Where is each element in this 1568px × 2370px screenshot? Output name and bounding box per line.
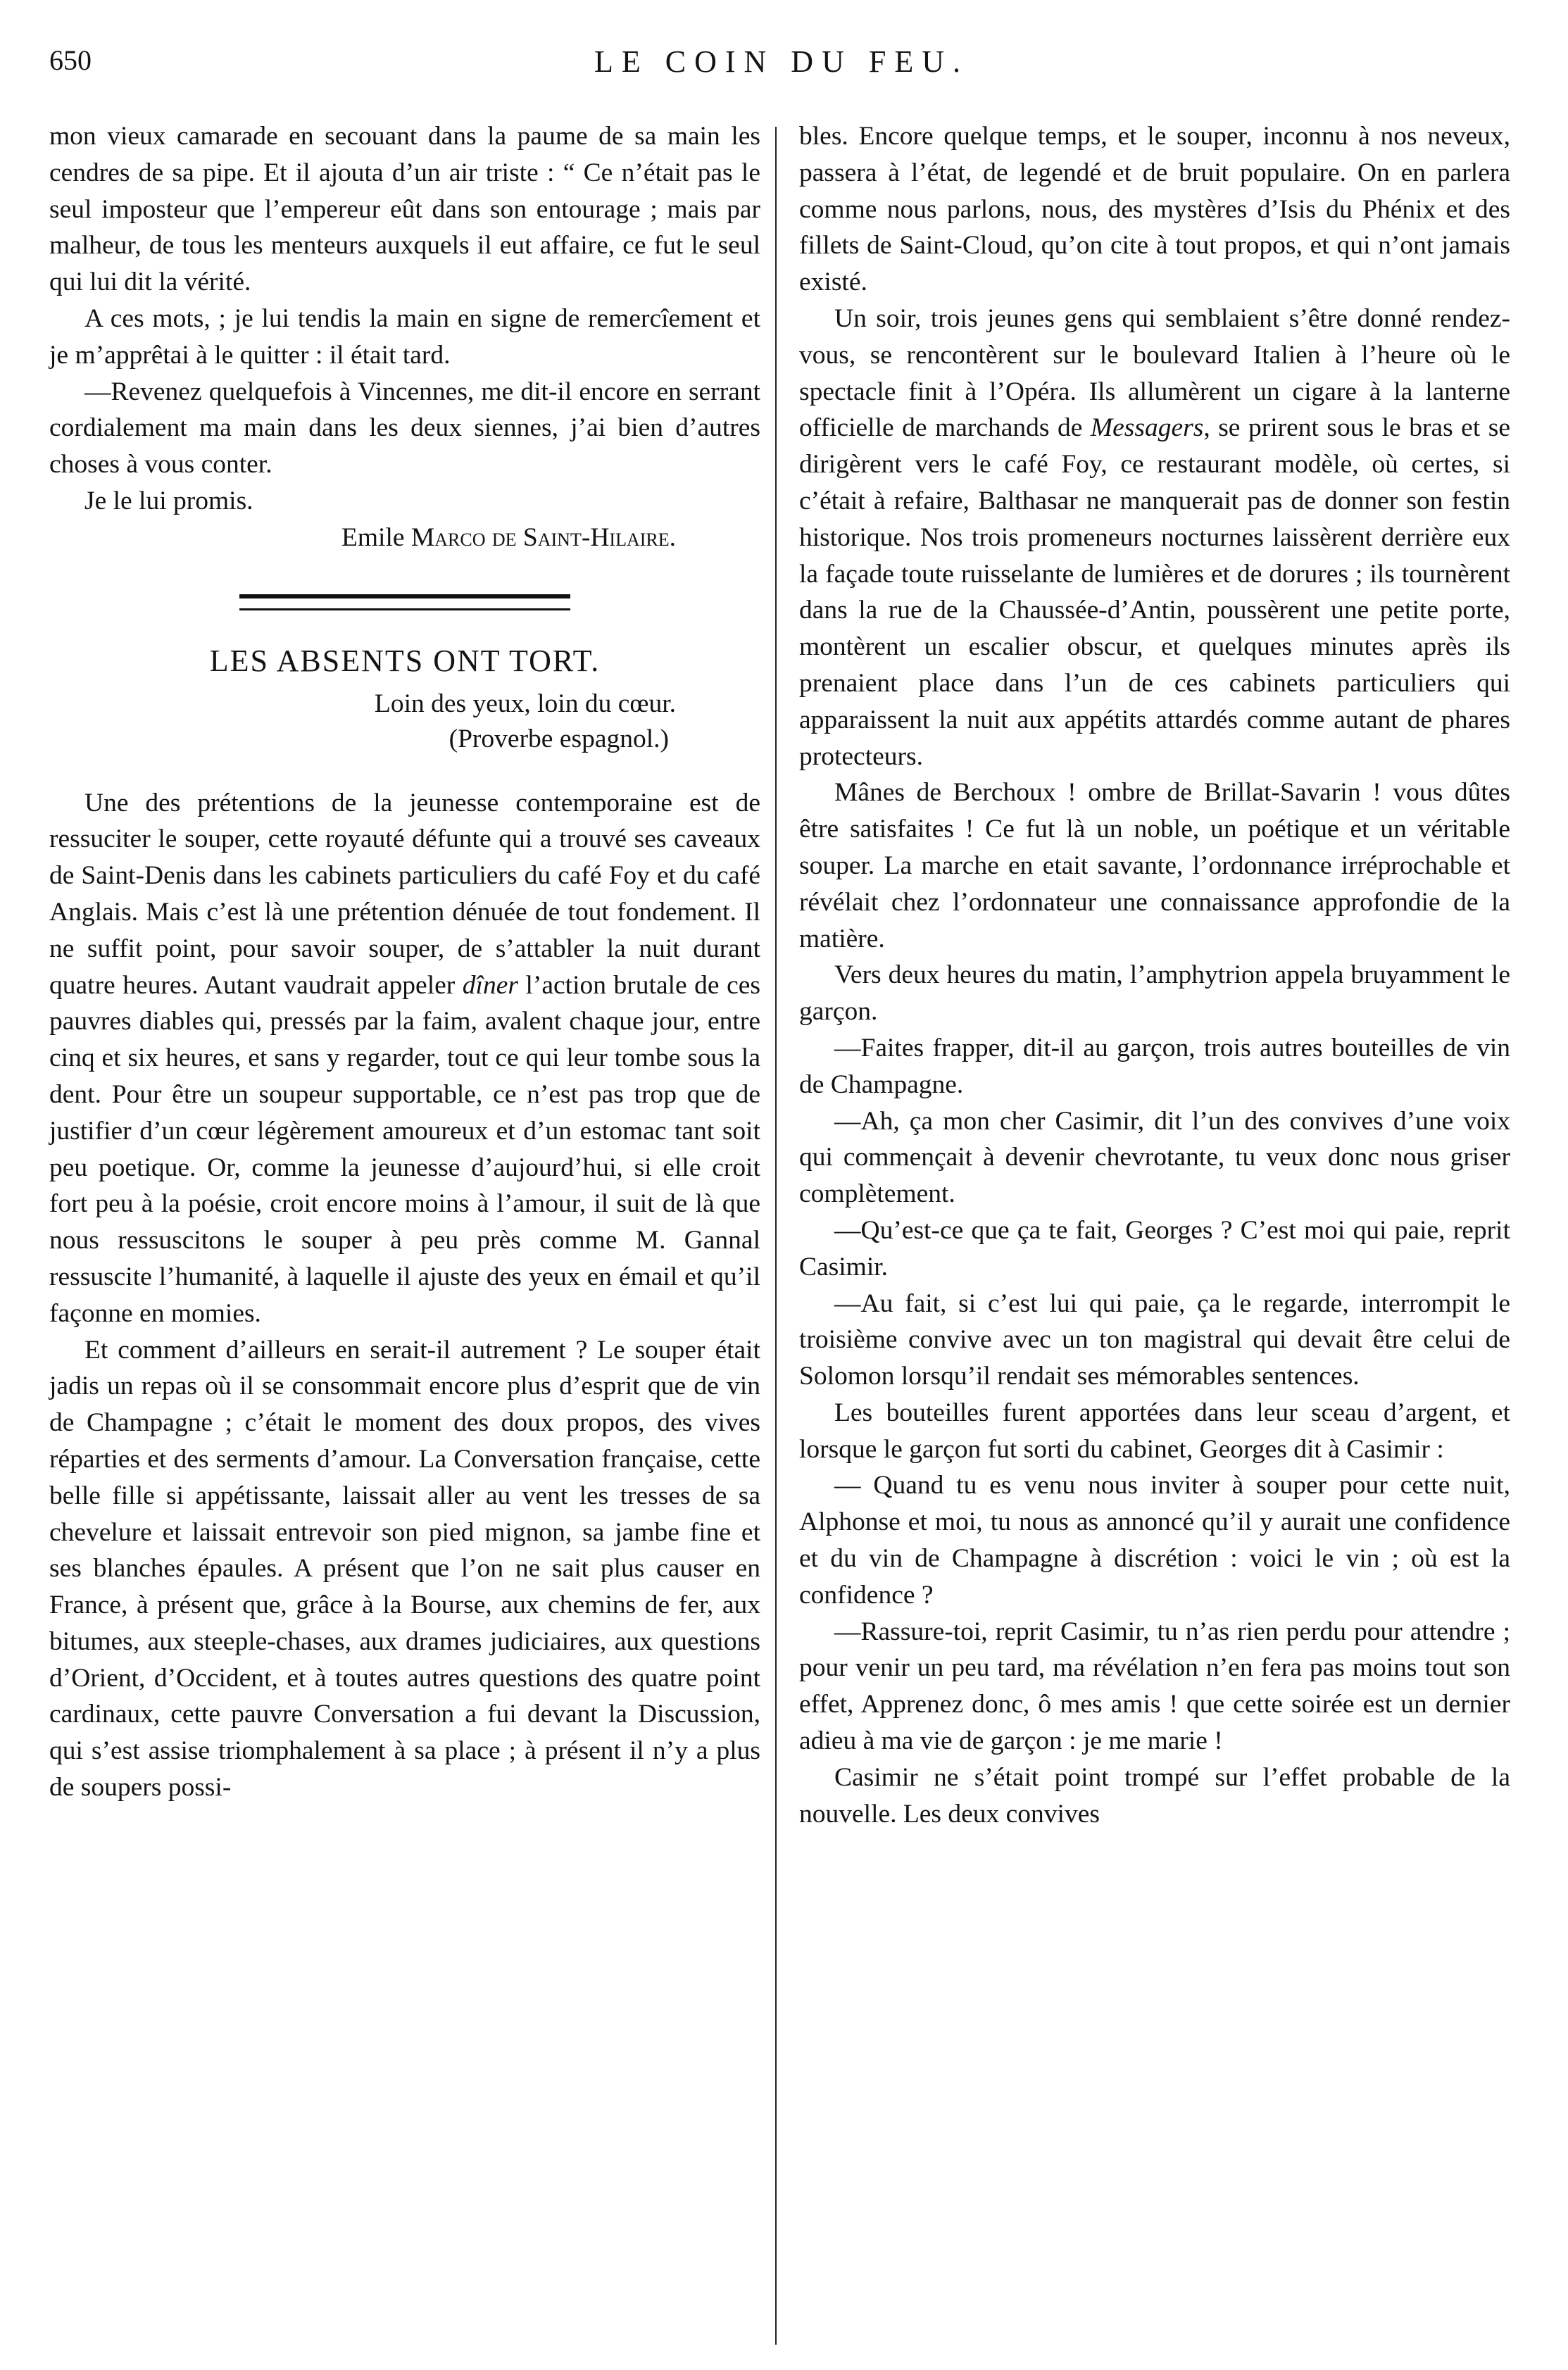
- text-run: Une des prétentions de la jeunesse contemporaine est de ressuciter le souper, cette royauté défunte qui a trouvé ses caveaux de Saint-Denis dans les cabinets particuliers du café Foy et du café Anglais. Mais c’est là une prétention dénuée de tout fondement. Il ne suffit point, pour savoir souper, de s’attabler la nuit durant quatre heures. Autant vaudrait appeler: [49, 788, 760, 1000]
- paragraph: [49, 785, 760, 1332]
- section-rule: [239, 594, 570, 610]
- page-number: 650: [49, 44, 92, 76]
- signature-first-name: Emile: [341, 522, 405, 552]
- paragraph: Je le lui promis.: [84, 486, 253, 515]
- section-title: LES ABSENTS ONT TORT.: [209, 643, 601, 678]
- paragraph: Casimir ne s’était point trompé sur l’effet probable de la nouvelle. Les deux convives: [799, 1762, 1510, 1829]
- paragraph: bles. Encore quelque temps, et le souper, inconnu à nos neveux, passera à l’état, de legendé et de bruit populaire. On en parlera comme nous parlons, nous, des mystères d’Isis du Phénix et des fillets de Saint-Cloud, qu’on cite à tout propos, et qui n’ont jamais existé.: [799, 122, 1510, 297]
- italic-word: Messagers: [1090, 413, 1204, 443]
- italic-word: dîner: [462, 970, 518, 1000]
- paragraph: —Rassure-toi, reprit Casimir, tu n’as rien perdu pour attendre ; pour venir un peu tard, ma révélation n’en fera pas moins tout son effet, Apprenez donc, ô mes amis ! que cette soirée est un dernier adieu à ma vie de garçon : je me marie !: [799, 1617, 1510, 1756]
- paragraph: —Ah, ça mon cher Casimir, dit l’un des convives d’une voix qui commençait à devenir chevrotante, tu veux donc nous griser complètement.: [799, 1106, 1510, 1209]
- paragraph: [799, 301, 1510, 775]
- text-run: , se prirent sous le bras et se dirigèrent vers le café Foy, ce restaurant modèle, où certes, si c’était à refaire, Balthasar ne manquerait pas de donner son festin historique. Nos trois promeneurs nocturnes laissèrent derrière eux la façade toute ruisselante de lumières et de dorures ; ils tournèrent dans la rue de la Chaussée-d’Antin, poussèrent une petite porte, montèrent un escalier obscur, et quelques minutes après ils prenaient place dans l’un de ces cabinets particuliers qui apparaissent la nuit aux appétits attardés comme autant de phares protecteurs.: [799, 413, 1510, 771]
- author-signature: [49, 520, 760, 556]
- left-column: [49, 118, 760, 1806]
- column-divider: [775, 127, 777, 2345]
- running-title: LE COIN DU FEU.: [594, 44, 969, 79]
- paragraph: A ces mots, ; je lui tendis la main en signe de remercîement et je m’apprêtai à le quitter : il était tard.: [49, 303, 760, 370]
- text-run: l’action brutale de ces pauvres diables qui, pressés par la faim, avalent chaque jour, entre cinq et six heures, et sans y regarder, tout ce qui leur tombe sous la dent. Pour être un soupeur supportable, ce n’est pas trop que de justifier d’un cœur légèrement amoureux et d’un estomac tant soit peu poetique. Or, comme la jeunesse d’aujourd’hui, si elle croit fort peu à la poésie, croit encore moins à l’amour, il suit de là que nous ressuscitons le souper à peu près comme M. Gannal ressuscite l’humanité, à laquelle il ajuste des yeux en émail et qu’il façonne en momies.: [49, 970, 760, 1328]
- right-column: [799, 118, 1510, 1832]
- paragraph: —Revenez quelquefois à Vincennes, me dit-il encore en serrant cordialement ma main dans les deux siennes, j’ai bien d’autres choses à vous conter.: [49, 377, 760, 479]
- paragraph: Vers deux heures du matin, l’amphytrion appela bruyamment le garçon.: [799, 960, 1510, 1027]
- text-run: Un soir, trois jeunes gens qui semblaient s’être donné rendez-vous, se rencontèrent sur le boulevard Italien à l’heure où le spectacle finit à l’Opéra. Ils allumèrent un cigare à la lanterne officielle de marchands de: [799, 303, 1510, 443]
- paragraph: —Au fait, si c’est lui qui paie, ça le regarde, interrompit le troisième convive avec un ton magistral qui devait être celui de Solomon lorsqu’il rendait ses mémorables sentences.: [799, 1289, 1510, 1391]
- paragraph: mon vieux camarade en secouant dans la paume de sa main les cendres de sa pipe. Et il ajouta d’un air triste : “ Ce n’était pas le seul imposteur que l’empereur eût dans son entourage ; mais par malheur, de tous les menteurs auxquels il eut affaire, ce fut le seul qui lui dit la vérité.: [49, 122, 760, 297]
- paragraph: — Quand tu es venu nous inviter à souper pour cette nuit, Alphonse et moi, tu nous as annoncé qu’il y aurait une confidence et du vin de Champagne à discrétion : voici le vin ; où est la confidence ?: [799, 1471, 1510, 1610]
- paragraph: —Faites frapper, dit-il au garçon, trois autres bouteilles de vin de Champagne.: [799, 1033, 1510, 1099]
- epigraph-line: Loin des yeux, loin du cœur.: [374, 689, 676, 718]
- spacer: [49, 757, 760, 785]
- paragraph: —Qu’est-ce que ça te fait, Georges ? C’est moi qui paie, reprit Casimir.: [799, 1215, 1510, 1281]
- paragraph: Les bouteilles furent apportées dans leur sceau d’argent, et lorsque le garçon fut sorti du cabinet, Georges dit à Casimir :: [799, 1398, 1510, 1464]
- signature-surname: Marco de Saint-Hilaire.: [410, 522, 676, 552]
- paragraph: Et comment d’ailleurs en serait-il autrement ? Le souper était jadis un repas où il se consommait encore plus d’esprit que de vin de Champagne ; c’était le moment des doux propos, des vives réparties et des serments d’amour. La Conversation française, cette belle fille si appétissante, laissait aller au vent les tresses de sa chevelure et laissait entrevoir son pied mignon, sa jambe fine et ses blanches épaules. A présent que l’on ne sait plus causer en France, à présent que, grâce à la Bourse, aux chemins de fer, aux bitumes, aux steeple-chases, aux drames judiciaires, aux questions d’Orient, d’Occident, et à toutes autres questions des quatre point cardinaux, cette pauvre Conversation a fui devant la Discussion, qui s’est assise triomphalement à sa place ; à présent il n’y a plus de soupers possi-: [49, 1335, 760, 1802]
- page-header: [49, 44, 1514, 93]
- paragraph: Mânes de Berchoux ! ombre de Brillat-Savarin ! vous dûtes être satisfaites ! Ce fut là un noble, un poétique et un véritable souper. La marche en etait savante, l’ordonnance irréprochable et révélait chez l’ordonnateur une connaissance approfondie de la matière.: [799, 778, 1510, 953]
- epigraph-source: (Proverbe espagnol.): [449, 724, 669, 753]
- epigraph: [49, 686, 760, 757]
